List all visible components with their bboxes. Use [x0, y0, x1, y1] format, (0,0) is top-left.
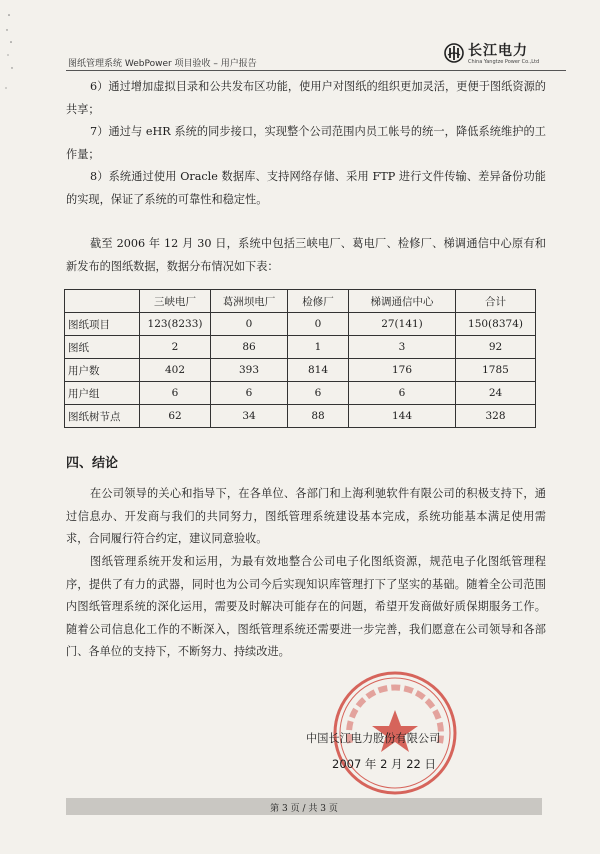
- table-cell: 2: [140, 336, 211, 359]
- table-cell: 24: [456, 382, 536, 405]
- table-cell: 27(141): [349, 313, 456, 336]
- conclusion-heading: 四、结论: [66, 456, 119, 471]
- table-cell: 144: [349, 405, 456, 428]
- table-cell: 86: [211, 336, 288, 359]
- table-row: [65, 405, 536, 428]
- paragraph-item-8: 8）系统通过使用 Oracle 数据库、支持网络存储、采用 FTP 进行文件传输、差异备份功能的实现，保证了系统的可靠性和稳定性。: [66, 170, 546, 206]
- table-row-label: 图纸项目: [65, 313, 140, 336]
- table-cell: 34: [211, 405, 288, 428]
- logo-subtitle: China Yangtze Power Co.,Ltd: [468, 59, 540, 65]
- table-cell: 1785: [456, 359, 536, 382]
- table-cell: 88: [288, 405, 349, 428]
- logo-name: 长江电力: [468, 43, 528, 59]
- table-cell: 0: [211, 313, 288, 336]
- conclusion-paragraph-2: 图纸管理系统开发和运用，为最有效地整合公司电子化图纸资源，规范电子化图纸管理程序，提供了有力的武器，同时也为公司今后实现知识库管理打下了坚实的基础。随着全公司范围内图纸管理系统的深化运用，需要及时解决可能存在的问题，希望开发商做好质保期服务工作。随着公司信息化工作的不断深入，图纸管理系统还需要进一步完善，我们愿意在公司领导和各部门、各单位的支持下，不断努力、持续改进。: [66, 555, 546, 658]
- table-cell: 123(8233): [140, 313, 211, 336]
- table-header-cell: 检修厂: [288, 290, 349, 313]
- header-title: 图纸管理系统 WebPower 项目验收 – 用户报告: [68, 59, 257, 69]
- table-row: [65, 359, 536, 382]
- table-row-label: 图纸树节点: [65, 405, 140, 428]
- page-footer: [66, 798, 542, 815]
- table-cell: 62: [140, 405, 211, 428]
- table-header-cell: [65, 290, 140, 313]
- table-row-label: 用户数: [65, 359, 140, 382]
- table-cell: 176: [349, 359, 456, 382]
- table-header-cell: 三峡电厂: [140, 290, 211, 313]
- logo-mark-icon: [444, 43, 464, 63]
- table-cell: 6: [140, 382, 211, 405]
- signature-date: 2007 年 2 月 22 日: [332, 757, 436, 771]
- table-cell: 150(8374): [456, 313, 536, 336]
- table-cell: 92: [456, 336, 536, 359]
- signature-company: 中国长江电力股份有限公司: [306, 732, 441, 745]
- paragraph-item-6: 6）通过增加虚拟目录和公共发布区功能，使用户对图纸的组织更加灵活，更便于图纸资源的共享；: [66, 80, 546, 116]
- table-cell: 393: [211, 359, 288, 382]
- page-number: 第 3 页 / 共 3 页: [270, 804, 338, 814]
- table-row: [65, 313, 536, 336]
- header-rule: [66, 70, 566, 71]
- table-row: [65, 382, 536, 405]
- paragraph-table-intro: 截至 2006 年 12 月 30 日，系统中包括三峡电厂、葛电厂、检修厂、梯调通信中心原有和新发布的图纸数据，数据分布情况如下表：: [66, 237, 546, 273]
- table-row-label: 用户组: [65, 382, 140, 405]
- table-row-label: 图纸: [65, 336, 140, 359]
- table-cell: 6: [211, 382, 288, 405]
- table-cell: 3: [349, 336, 456, 359]
- conclusion-paragraph-1: 在公司领导的关心和指导下，在各单位、各部门和上海利驰软件有限公司的积极支持下，通过信息办、开发商与我们的共同努力，图纸管理系统建设基本完成，系统功能基本满足使用需求，合同履行符合约定，建议同意验收。: [66, 487, 546, 545]
- scan-dots: [0, 0, 60, 120]
- table-cell: 1: [288, 336, 349, 359]
- table-header-row: [65, 290, 536, 313]
- table-row: [65, 336, 536, 359]
- table-cell: 328: [456, 405, 536, 428]
- table-cell: 6: [288, 382, 349, 405]
- table-header-cell: 合计: [456, 290, 536, 313]
- table-cell: 814: [288, 359, 349, 382]
- table-header-cell: 葛洲坝电厂: [211, 290, 288, 313]
- company-logo: [444, 40, 564, 68]
- table-cell: 402: [140, 359, 211, 382]
- data-distribution-table: [64, 289, 536, 428]
- table-header-cell: 梯调通信中心: [349, 290, 456, 313]
- table-cell: 6: [349, 382, 456, 405]
- paragraph-item-7: 7）通过与 eHR 系统的同步接口，实现整个公司范围内员工帐号的统一，降低系统维护的工作量；: [66, 125, 546, 161]
- table-cell: 0: [288, 313, 349, 336]
